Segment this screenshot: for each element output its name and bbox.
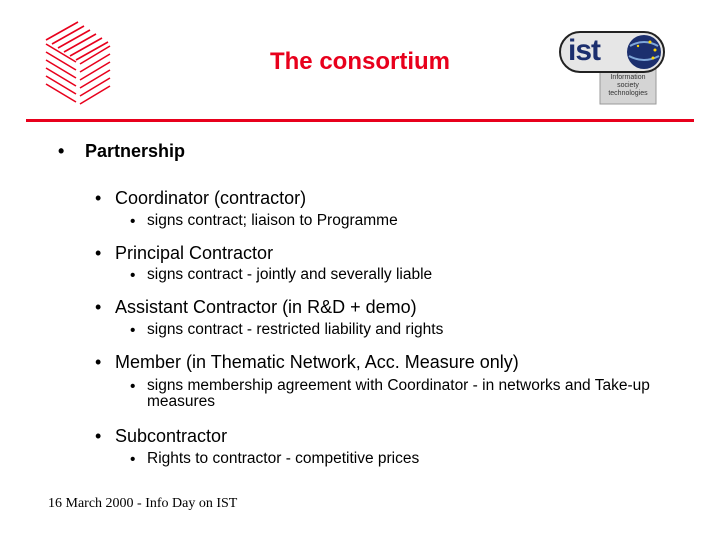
- list-item-label: Member (in Thematic Network, Acc. Measure only): [115, 352, 519, 372]
- slide-title: The consortium: [269, 48, 450, 75]
- list-item-label: Principal Contractor: [115, 243, 274, 263]
- ist-subtext-line: Information: [610, 74, 646, 81]
- list-item-detail-text: signs membership agreement with Coordinator - in networks and Take-up measures: [147, 377, 650, 410]
- list-item-label: Subcontractor: [115, 426, 228, 446]
- list-item-label: Coordinator (contractor): [115, 188, 307, 208]
- list-item-label: Assistant Contractor (in R&D + demo): [115, 297, 417, 317]
- list-item-detail-text: Rights to contractor - competitive prices: [147, 450, 420, 467]
- ist-logo: [556, 24, 672, 106]
- list-item-detail-text: signs contract - jointly and severally liable: [147, 266, 433, 283]
- partnership-heading-text: Partnership: [85, 141, 186, 161]
- ist-subtext-line: society: [617, 82, 639, 89]
- list-item-detail-text: signs contract - restricted liability and rights: [147, 321, 444, 338]
- title-divider: [26, 119, 694, 122]
- ist-subtext-line: technologies: [608, 90, 648, 97]
- footer-text: 16 March 2000 - Info Day on IST: [48, 496, 238, 511]
- list-item-detail-text: signs contract; liaison to Programme: [147, 212, 398, 229]
- ist-logo-text: ist: [568, 34, 601, 67]
